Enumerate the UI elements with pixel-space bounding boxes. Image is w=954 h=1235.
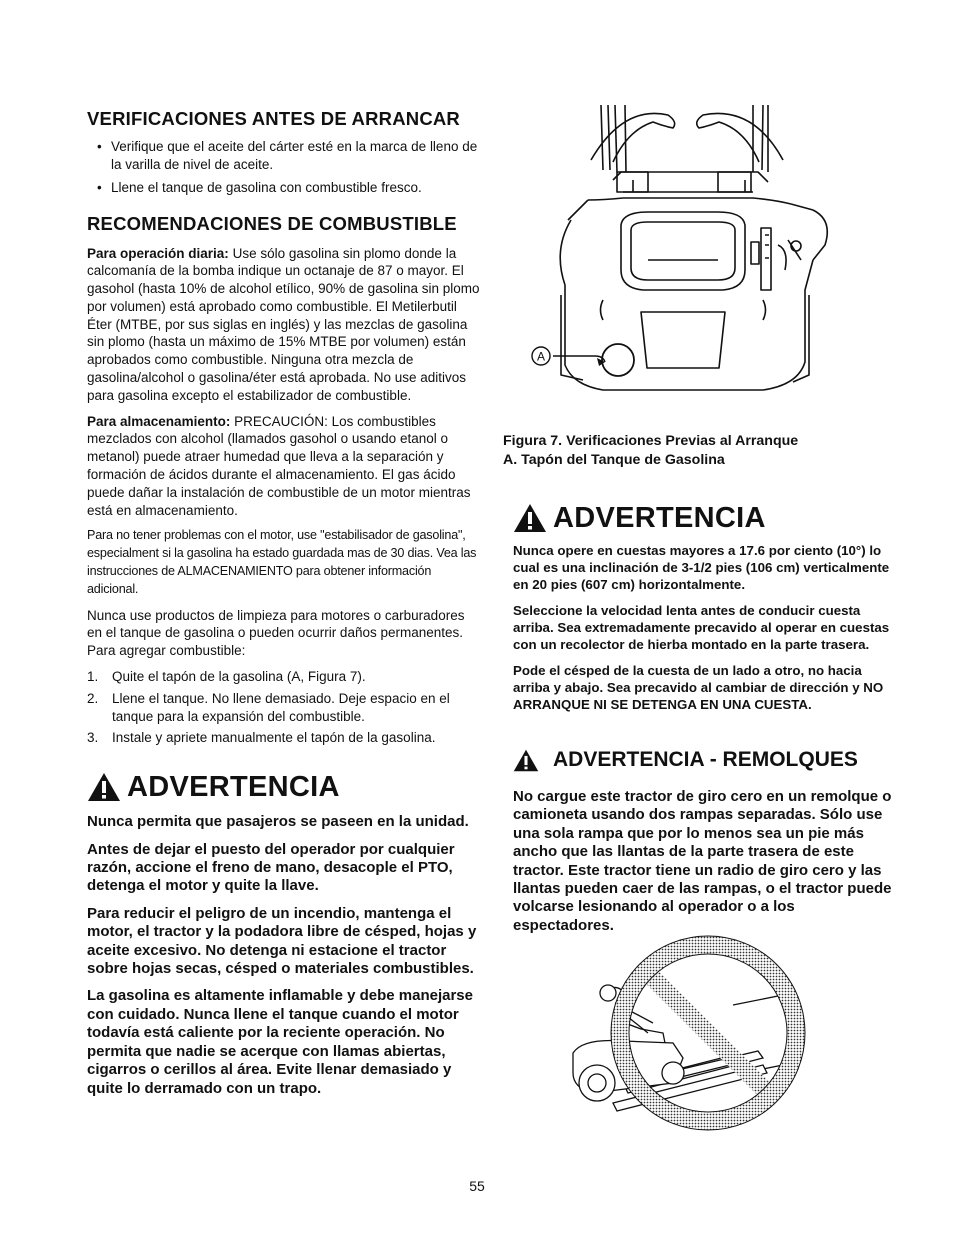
prestart-bullet-list xyxy=(87,138,491,197)
warning-body-left xyxy=(87,813,482,1098)
figure-caption-line1: Figura 7. Verificaciones Previas al Arranque xyxy=(503,433,799,449)
warning-title-left xyxy=(87,771,482,803)
refuel-steps xyxy=(87,668,482,747)
paragraph-cleaning-products: Nunca use productos de limpieza para motores o carburadores en el tanque de gasolina o pueden ocurrir daños permanentes. Para agregar combustible: xyxy=(87,607,465,659)
list-item xyxy=(87,668,482,686)
warning-paragraph: No cargue este tractor de giro cero en un remolque o camioneta usando dos rampas separadas. Sólo use una sola rampa que por lo menos sea un pie más ancho que las llantas de la parte trasera de este tractor. Este tractor tiene un radio de giro cero y las llantas pueden caer de las rampas, o el tractor puede volcarse lesionando al operador o a los espectadores. xyxy=(513,788,892,934)
step-text: Llene el tanque. No llene demasiado. Deje espacio en el tanque para la expansión del combustible. xyxy=(112,690,450,724)
paragraph-stabilizer: Para no tener problemas con el motor, use "estabilisador de gasolina", especialment si la gasolina ha estado guardada mas de 30 dias. Vea las instrucciones de ALMACENAMIENTO para obtener información adicional. xyxy=(87,528,477,596)
warning-paragraph: La gasolina es altamente inflamable y debe manejarse con cuidado. Nunca llene el tanque cuando el motor todavía está caliente por la reciente operación. No permita que nadie se acerque con llamas abiertas, cigarros o cerillos al área. Evite llenar demasiado y quite lo derramado con un trapo. xyxy=(87,987,473,1097)
warning-paragraph: Antes de dejar el puesto del operador por cualquier razón, accione el freno de mano, desacople el PTO, detenga el motor y quite la llave. xyxy=(87,840,455,895)
warning-block-trailers xyxy=(513,748,893,944)
list-item: • Llene el tanque de gasolina con combustible fresco. xyxy=(111,179,491,197)
warning-block-slopes xyxy=(513,502,893,722)
text-storage: PRECAUCIÓN: Los combustibles mezclados con alcohol (llamados gasohol o usando etanol o metanol) puede atraer humedad que lleva a la separación y formación de ácidos durante el almacenamiento. El gas ácido puede dañar la instalación de combustible de un motor mientras está en almacenamiento. xyxy=(87,413,471,518)
section-title-prestart-checks: VERIFICACIONES ANTES DE ARRANCAR xyxy=(87,108,460,129)
warning-block-left xyxy=(87,771,482,1098)
warning-triangle-icon xyxy=(513,749,539,772)
figure-caption-line2: A. Tapón del Tanque de Gasolina xyxy=(503,452,725,468)
warning-triangle-icon xyxy=(87,772,121,802)
list-item: • Verifique que el aceite del cárter esté en la marca de lleno de la varilla de nivel de aceite. xyxy=(111,138,491,173)
warning-title-text: ADVERTENCIA - REMOLQUES xyxy=(553,748,858,771)
list-item xyxy=(87,690,482,726)
section-title-fuel-recommendations: RECOMENDACIONES DE COMBUSTIBLE xyxy=(87,212,457,234)
text-daily-operation: Use sólo gasolina sin plomo donde la calcomanía de la bomba indique un octanaje de 87 o mayor. El gasohol (hasta 10% de alcohol etílico, 90% de gasolina sin plomo por volumen) está aprobado como combustible. El Metilerbutil Éter (MTBE, por sus siglas en inglés) y las mezclas de gasolina sin plomo (hasta un máximo de 15% MTBE por volumen) están aprobados como combustible. Ninguna otra mezcla de gasolina/alcohol o gasolina/éter está aprobada. No use aditivos para gasolina excepto el estabilizador de combustible. xyxy=(87,245,480,403)
warning-triangle-icon xyxy=(513,503,547,533)
warning-paragraph: Para reducir el peligro de un incendio, mantenga el motor, el tractor y la podadora libre de césped, hojas y aceite excesivo. No detenga ni estacione el tractor sobre hojas secas, césped o materiales combustibles. xyxy=(87,904,477,978)
list-item xyxy=(87,729,482,747)
step-text: Instale y apriete manualmente el tapón de la gasolina. xyxy=(112,730,436,746)
warning-title-text: ADVERTENCIA xyxy=(127,771,340,804)
warning-title-slopes xyxy=(513,502,893,534)
warning-paragraph: Nunca opere en cuestas mayores a 17.6 por ciento (10°) lo cual es una inclinación de 3-1/2 pies (106 cm) verticalmente en 20 pies (607 cm) horizontalmente. xyxy=(513,543,890,592)
step-number: 3. xyxy=(87,730,99,746)
tractor-fuel-cap-figure xyxy=(513,100,893,400)
step-number: 1. xyxy=(87,669,99,685)
warning-title-text: ADVERTENCIA xyxy=(553,502,766,534)
step-number: 2. xyxy=(87,690,99,706)
warning-title-trailers xyxy=(513,748,893,772)
figure-caption xyxy=(503,432,893,470)
warning-paragraph: Seleccione la velocidad lenta antes de conducir cuesta arriba. Sea extremadamente precavido al operar en cuestas con un recolector de hierba montado en la parte trasera. xyxy=(513,603,890,652)
step-text: Quite el tapón de la gasolina (A, Figura 7). xyxy=(112,669,366,685)
page-number: 55 xyxy=(469,1178,485,1194)
no-ramp-loading-illustration xyxy=(553,933,813,1143)
warning-paragraph: Pode el césped de la cuesta de un lado a otro, no hacia arriba y abajo. Sea precavido al cambiar de dirección y NO ARRANQUE NI SE DETENGA EN UNA CUESTA. xyxy=(513,663,884,712)
paragraph-daily-operation xyxy=(87,245,482,405)
paragraph-storage xyxy=(87,413,482,520)
warning-body-trailers xyxy=(513,788,893,935)
lead-daily-operation: Para operación diaria: xyxy=(87,245,229,261)
warning-paragraph: Nunca permita que pasajeros se paseen en la unidad. xyxy=(87,813,469,831)
left-column xyxy=(87,108,482,1107)
callout-a-label: A xyxy=(536,349,546,364)
lead-storage: Para almacenamiento: xyxy=(87,413,231,429)
warning-body-slopes xyxy=(513,542,893,713)
